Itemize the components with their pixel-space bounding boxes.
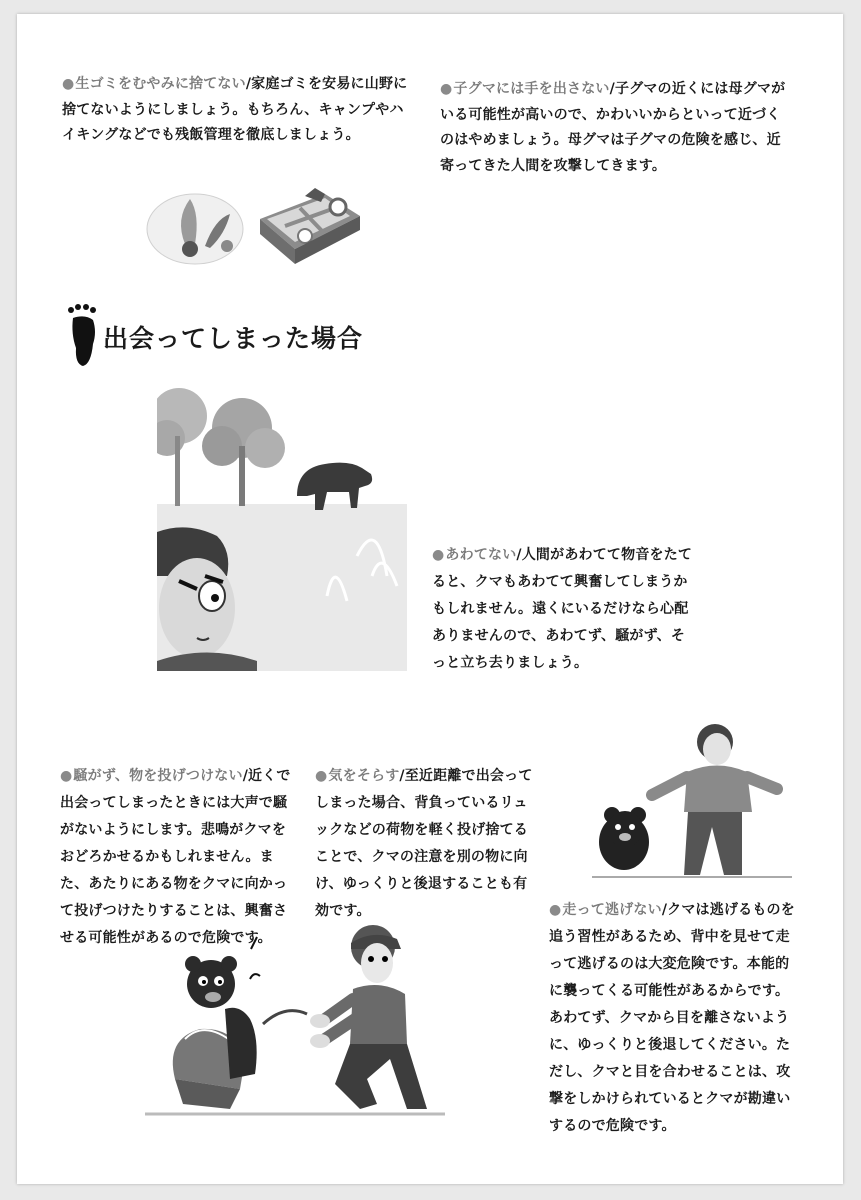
tip-garbage-body: /家庭ゴミを安易に山野に捨てないようにしましょう。もちろん、キャンプやハイキングなどでも残飯管理を徹底しましょう。	[62, 76, 408, 143]
tip-dont-panic	[432, 542, 694, 677]
tip-no-throw-lead: ●騒がず、物を投げつけない	[60, 768, 243, 784]
backpack-bear-illustration	[145, 909, 445, 1124]
tip-garbage	[62, 72, 412, 149]
garbage-illustration	[145, 174, 360, 269]
tip-no-throw-body: /近くで出会ってしまったときには大声で騒がないようにします。悲鳴がクマをおどろかせるかもしれません。また、あたりにある物をクマに向かって投げつけたりすることは、興奮させる可能性があるので危険です。	[60, 768, 291, 946]
tip-distract	[315, 763, 537, 925]
section-title: 出会ってしまった場合	[103, 324, 364, 353]
tip-cubs-body: /子グマの近くには母グマがいる可能性が高いので、かわいいからといって近づくのはやめましょう。母グマは子グマの危険を感じ、近寄ってきた人間を攻撃してきます。	[440, 81, 786, 174]
encounter-illustration	[157, 376, 407, 671]
bear-paw-icon	[67, 304, 97, 370]
tip-garbage-lead: ●生ゴミをむやみに捨てない	[62, 76, 246, 92]
tip-distract-body: /至近距離で出会ってしまった場合、背負っているリュックなどの荷物を軽く投げ捨てることで、クマの注意を別の物に向け、ゆっくりと後退することも有効です。	[315, 768, 533, 919]
tip-dont-panic-lead: ●あわてない	[432, 547, 517, 563]
cub-person-illustration	[592, 717, 792, 882]
tip-no-run-body: /クマは逃げるものを追う習性があるため、背中を見せて走って逃げるのは大変危険です。本能的に襲ってくる可能性があるからです。あわてず、クマから目を離さないように、ゆっくりと後退してください。ただし、クマと目を合わせることは、攻撃をしかけられているとクマが勘違いするので危険です。	[549, 902, 795, 1134]
tip-distract-lead: ●気をそらす	[315, 768, 400, 784]
tip-no-run-lead: ●走って逃げない	[549, 902, 662, 918]
tip-cubs-lead: ●子グマには手を出さない	[440, 81, 610, 97]
tip-dont-panic-body: /人間があわてて物音をたてると、クマもあわてて興奮してしまうかもしれません。遠くにいるだけなら心配ありませんので、あわてず、騒がず、そっと立ち去りましょう。	[432, 547, 693, 671]
tip-cubs	[440, 77, 792, 179]
tip-no-run	[549, 897, 799, 1140]
section-heading	[67, 304, 363, 370]
document-page	[17, 14, 843, 1184]
